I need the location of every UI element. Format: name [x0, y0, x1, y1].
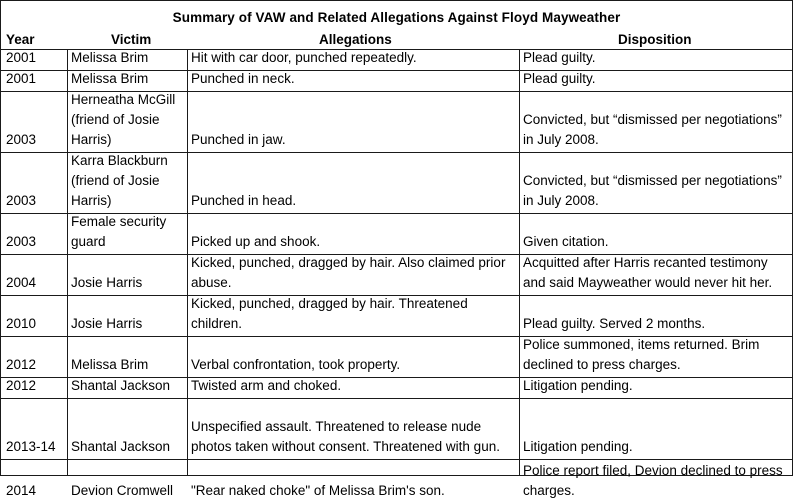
cell-victim: Devion Cromwell [71, 483, 174, 498]
cell-year: 2001 [6, 71, 37, 86]
cell-disposition: Litigation pending. [523, 439, 633, 454]
cell-disposition: Convicted, but “dismissed per negotiations” in July 2008. [523, 112, 782, 147]
cell-disposition: Police report filed, Devion declined to press charges. [523, 463, 783, 498]
cell-year: 2014 [6, 483, 37, 498]
cell-year: 2003 [6, 193, 37, 208]
table-row [1, 254, 792, 295]
cell-disposition: Convicted, but “dismissed per negotiations” in July 2008. [523, 173, 782, 208]
header-year: Year [6, 32, 35, 47]
table-row [1, 91, 792, 152]
table-body [1, 49, 792, 503]
cell-allegations: Kicked, punched, dragged by hair. Threatened children. [191, 296, 468, 331]
table-row [1, 213, 792, 254]
table-row [1, 152, 792, 213]
cell-victim: Josie Harris [71, 275, 143, 290]
header-allegations: Allegations [319, 32, 392, 47]
cell-year: 2012 [6, 378, 37, 393]
table-row [1, 398, 792, 459]
cell-victim: Herneatha McGill (friend of Josie Harris) [71, 92, 176, 147]
table-row [1, 70, 792, 91]
cell-disposition: Police summoned, items returned. Brim declined to press charges. [523, 337, 760, 372]
cell-year: 2001 [6, 50, 37, 65]
header-victim: Victim [111, 32, 152, 47]
cell-victim: Karra Blackburn (friend of Josie Harris) [71, 153, 168, 208]
table-row [1, 49, 792, 70]
cell-victim: Melissa Brim [71, 50, 149, 65]
cell-year: 2003 [6, 132, 37, 147]
cell-disposition: Plead guilty. Served 2 months. [523, 316, 706, 331]
cell-victim: Melissa Brim [71, 71, 149, 86]
cell-disposition: Plead guilty. [523, 50, 596, 65]
cell-disposition: Given citation. [523, 234, 609, 249]
cell-allegations: Hit with car door, punched repeatedly. [191, 50, 417, 65]
cell-year: 2013-14 [6, 439, 56, 454]
cell-disposition: Acquitted after Harris recanted testimony and said Mayweather would never hit her. [523, 255, 773, 290]
cell-victim: Melissa Brim [71, 357, 149, 372]
cell-victim: Shantal Jackson [71, 378, 171, 393]
table-row [1, 459, 792, 503]
cell-allegations: Unspecified assault. Threatened to release nude photos taken without consent. Threatened with gun. [191, 419, 500, 454]
table-title: Summary of VAW and Related Allegations Against Floyd Mayweather [172, 10, 621, 25]
cell-allegations: Twisted arm and choked. [191, 378, 342, 393]
cell-allegations: Punched in neck. [191, 71, 295, 86]
cell-allegations: Kicked, punched, dragged by hair. Also claimed prior abuse. [191, 255, 506, 290]
cell-allegations: Punched in head. [191, 193, 297, 208]
header-disposition: Disposition [618, 32, 692, 47]
cell-allegations: Picked up and shook. [191, 234, 321, 249]
cell-disposition: Plead guilty. [523, 71, 596, 86]
cell-victim: Josie Harris [71, 316, 143, 331]
cell-allegations: "Rear naked choke" of Melissa Brim's son. [191, 483, 445, 498]
cell-victim: Female security guard [71, 214, 167, 249]
cell-year: 2003 [6, 234, 37, 249]
cell-allegations: Verbal confrontation, took property. [191, 357, 401, 372]
cell-year: 2012 [6, 357, 37, 372]
table-row [1, 336, 792, 377]
table-row [1, 377, 792, 398]
cell-victim: Shantal Jackson [71, 439, 171, 454]
cell-year: 2004 [6, 275, 37, 290]
table-row [1, 295, 792, 336]
cell-allegations: Punched in jaw. [191, 132, 286, 147]
cell-disposition: Litigation pending. [523, 378, 633, 393]
cell-year: 2010 [6, 316, 37, 331]
